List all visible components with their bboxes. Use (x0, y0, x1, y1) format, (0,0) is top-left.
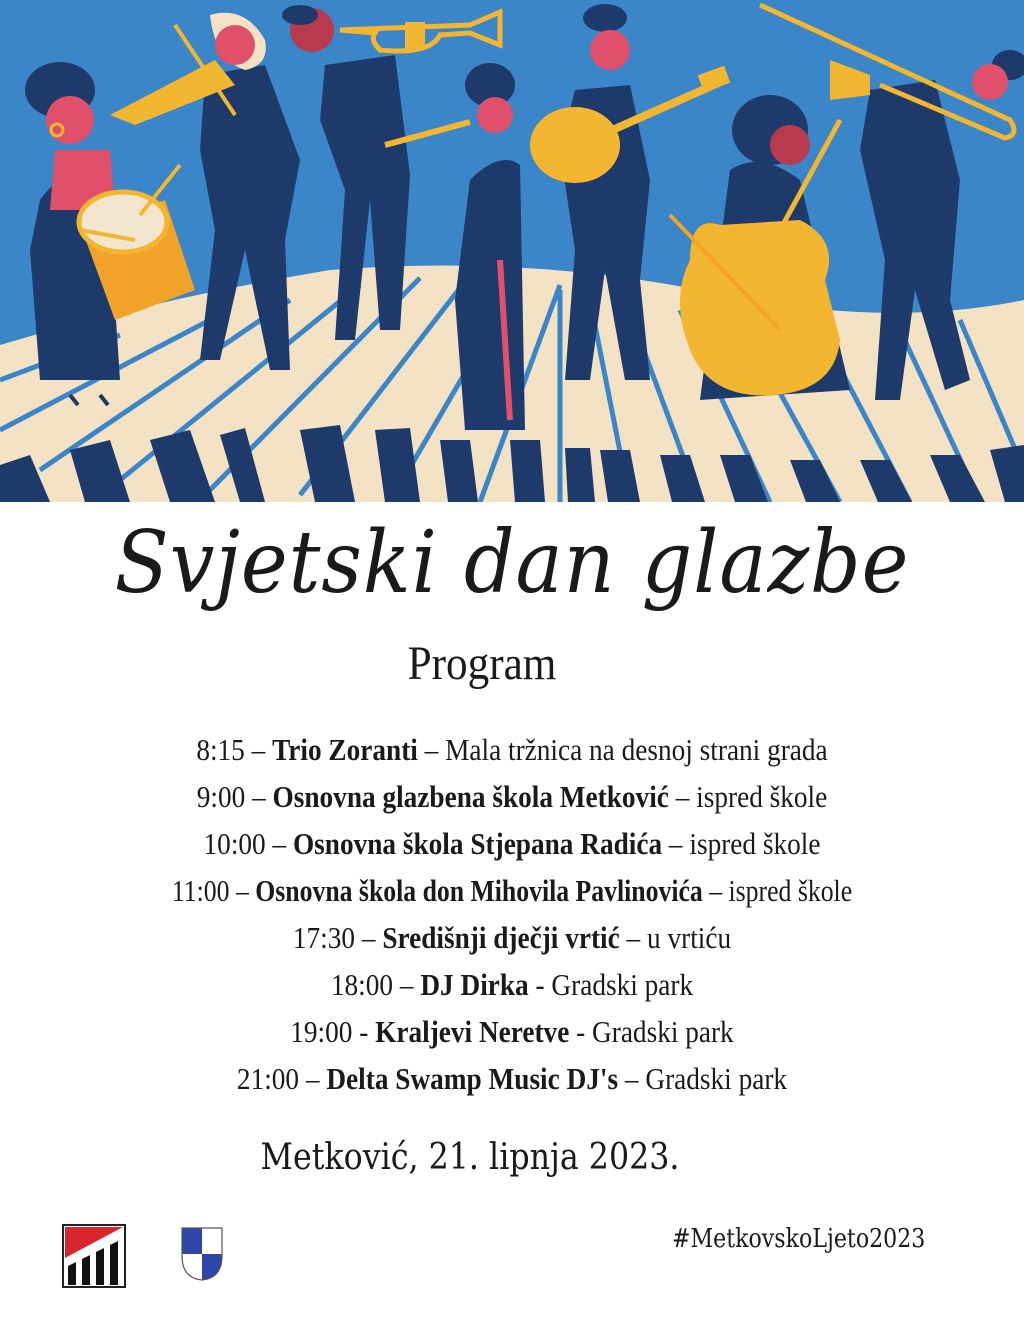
hashtag: #MetkovskoLjeto2023 (672, 1224, 926, 1254)
event-time: 18:00 (330, 967, 394, 1002)
event-performer: Osnovna škola don Mihovila Pavlinovića (255, 873, 703, 908)
event-performer: Osnovna škola Stjepana Radića (292, 826, 663, 861)
separator: – (299, 1061, 327, 1096)
separator: – (618, 1061, 646, 1096)
poster-subtitle: Program (407, 637, 557, 690)
event-time: 19:00 (290, 1014, 353, 1049)
separator: - (569, 1014, 593, 1049)
separator: – (393, 967, 421, 1002)
event-performer: Središnji dječji vrtić (382, 920, 620, 955)
separator: – (417, 732, 446, 767)
schedule-row (61, 773, 962, 820)
event-location: u vrtiću (647, 920, 732, 955)
separator: – (702, 873, 729, 908)
event-location: ispred škole (689, 826, 821, 861)
separator: – (668, 779, 697, 814)
schedule-row (61, 1055, 962, 1102)
separator: - (352, 1014, 376, 1049)
separator: – (619, 920, 648, 955)
event-time: 10:00 (203, 826, 266, 861)
event-performer: Delta Swamp Music DJ's (326, 1061, 619, 1096)
event-performer: Trio Zoranti (272, 732, 418, 767)
coat-of-arms-shield-icon (180, 1226, 224, 1282)
dateline: Metković, 21. lipnja 2023. (260, 1137, 680, 1178)
separator: – (229, 873, 256, 908)
event-location: Gradski park (592, 1014, 734, 1049)
schedule-row (61, 961, 962, 1008)
event-performer: Kraljevi Neretve (375, 1014, 570, 1049)
event-location: ispred škole (696, 779, 828, 814)
poster-title: Svjetski dan glazbe (114, 513, 910, 613)
event-time: 21:00 (236, 1061, 300, 1096)
jazz-band-illustration (0, 0, 1024, 502)
separator: – (662, 826, 690, 861)
event-location: Gradski park (645, 1061, 788, 1096)
event-location: ispred škole (728, 873, 853, 908)
event-performer: Osnovna glazbena škola Metković (272, 779, 669, 814)
separator: – (245, 779, 273, 814)
schedule-row (61, 914, 962, 961)
separator: – (244, 732, 273, 767)
schedule-row (61, 1008, 962, 1055)
event-time: 8:15 (196, 732, 245, 767)
schedule-row (61, 820, 962, 867)
separator: – (355, 920, 383, 955)
schedule-row (61, 726, 962, 773)
event-location: Mala tržnica na desnoj strani grada (445, 732, 828, 767)
program-schedule (0, 726, 1024, 1102)
event-time: 9:00 (196, 779, 246, 814)
pillars-logo-icon (62, 1224, 126, 1288)
schedule-row (87, 867, 937, 914)
event-performer: DJ Dirka (420, 967, 529, 1002)
separator: - (528, 967, 552, 1002)
event-time: 17:30 (292, 920, 356, 955)
separator: – (265, 826, 293, 861)
illustration-art (0, 0, 1024, 502)
event-location: Gradski park (551, 967, 694, 1002)
event-time: 11:00 (171, 873, 230, 908)
